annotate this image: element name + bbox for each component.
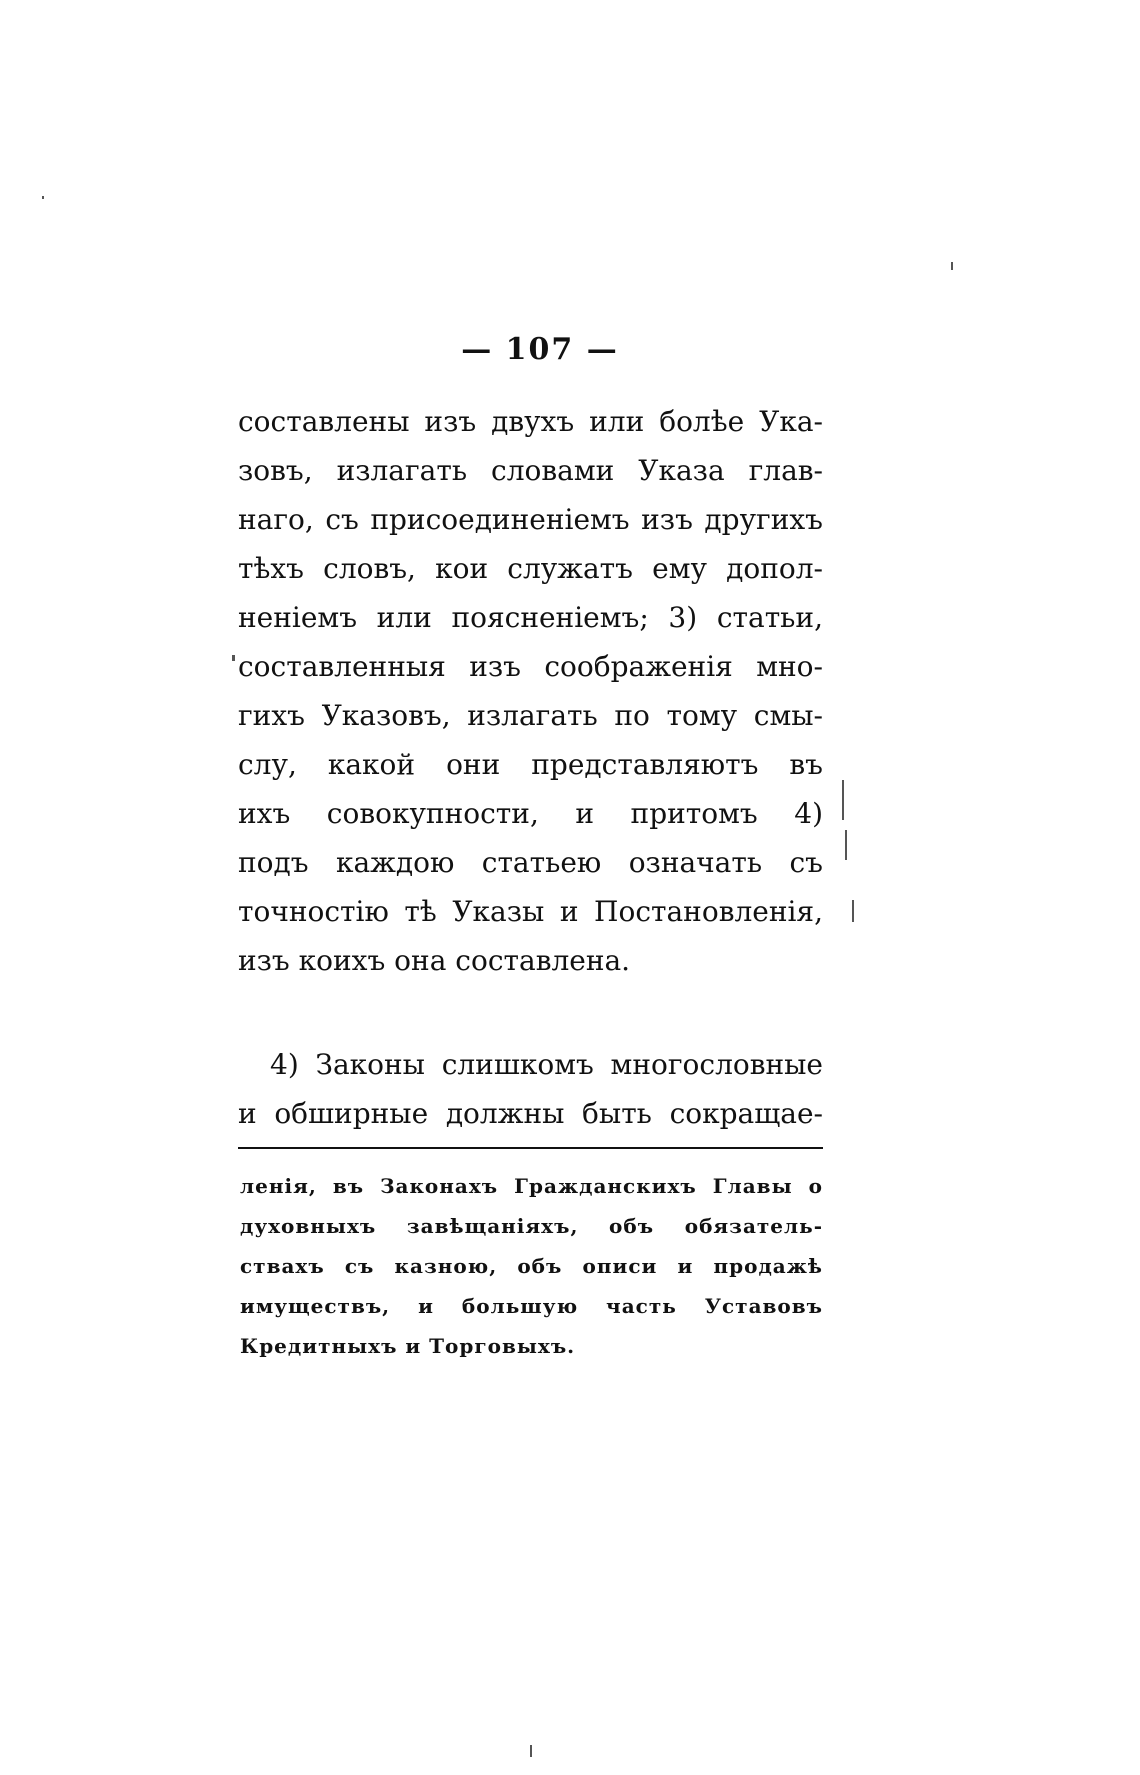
scan-speck <box>42 196 44 199</box>
scan-speck <box>530 1745 532 1757</box>
text-line: наго, съ присоединенiемъ изъ другихъ <box>238 503 823 536</box>
footnote-line: имуществъ, и большую часть Уставовъ <box>240 1294 823 1318</box>
footnote <box>240 1166 823 1366</box>
scan-speck <box>852 900 854 922</box>
text-line: ненiемъ или поясненiемъ; 3) статьи, <box>238 601 823 634</box>
footnote-line: Кредитныхъ и Торговыхъ. <box>240 1334 576 1358</box>
scan-speck <box>951 262 953 270</box>
text-line: тѣхъ словъ, кои служатъ ему допол- <box>238 552 823 585</box>
text-line: зовъ, излагать словами Указа глав- <box>238 454 823 487</box>
footnote-divider <box>238 1147 823 1149</box>
text-line: подъ каждою статьею означать съ <box>238 846 823 879</box>
paragraph-1 <box>238 397 823 985</box>
scan-speck <box>232 655 235 661</box>
footnote-line: ленiя, въ Законахъ Гражданскихъ Главы о <box>240 1174 823 1198</box>
text-line: изъ коихъ она составлена. <box>238 944 631 977</box>
footnote-line: ствахъ съ казною, объ описи и продажѣ <box>240 1254 823 1278</box>
text-line: составлены изъ двухъ или болѣе Ука- <box>238 405 823 438</box>
text-line: точностiю тѣ Указы и Постановленiя, <box>238 895 823 928</box>
paragraph-2 <box>238 1040 823 1138</box>
text-line: гихъ Указовъ, излагать по тому смы- <box>238 699 823 732</box>
footnote-line: духовныхъ завѣщанiяхъ, объ обязатель- <box>240 1214 823 1238</box>
text-line: слу, какой они представляютъ въ <box>238 748 823 781</box>
text-line: ихъ совокупности, и притомъ 4) <box>238 797 823 830</box>
page-number: — 107 — <box>461 332 619 367</box>
scan-speck <box>842 780 844 820</box>
text-line: составленныя изъ соображенiя мно- <box>238 650 823 683</box>
text-line: и обширные должны быть сокращае- <box>238 1097 823 1130</box>
text-line: 4) Законы слишкомъ многословные <box>270 1048 823 1081</box>
scan-speck <box>845 830 847 860</box>
